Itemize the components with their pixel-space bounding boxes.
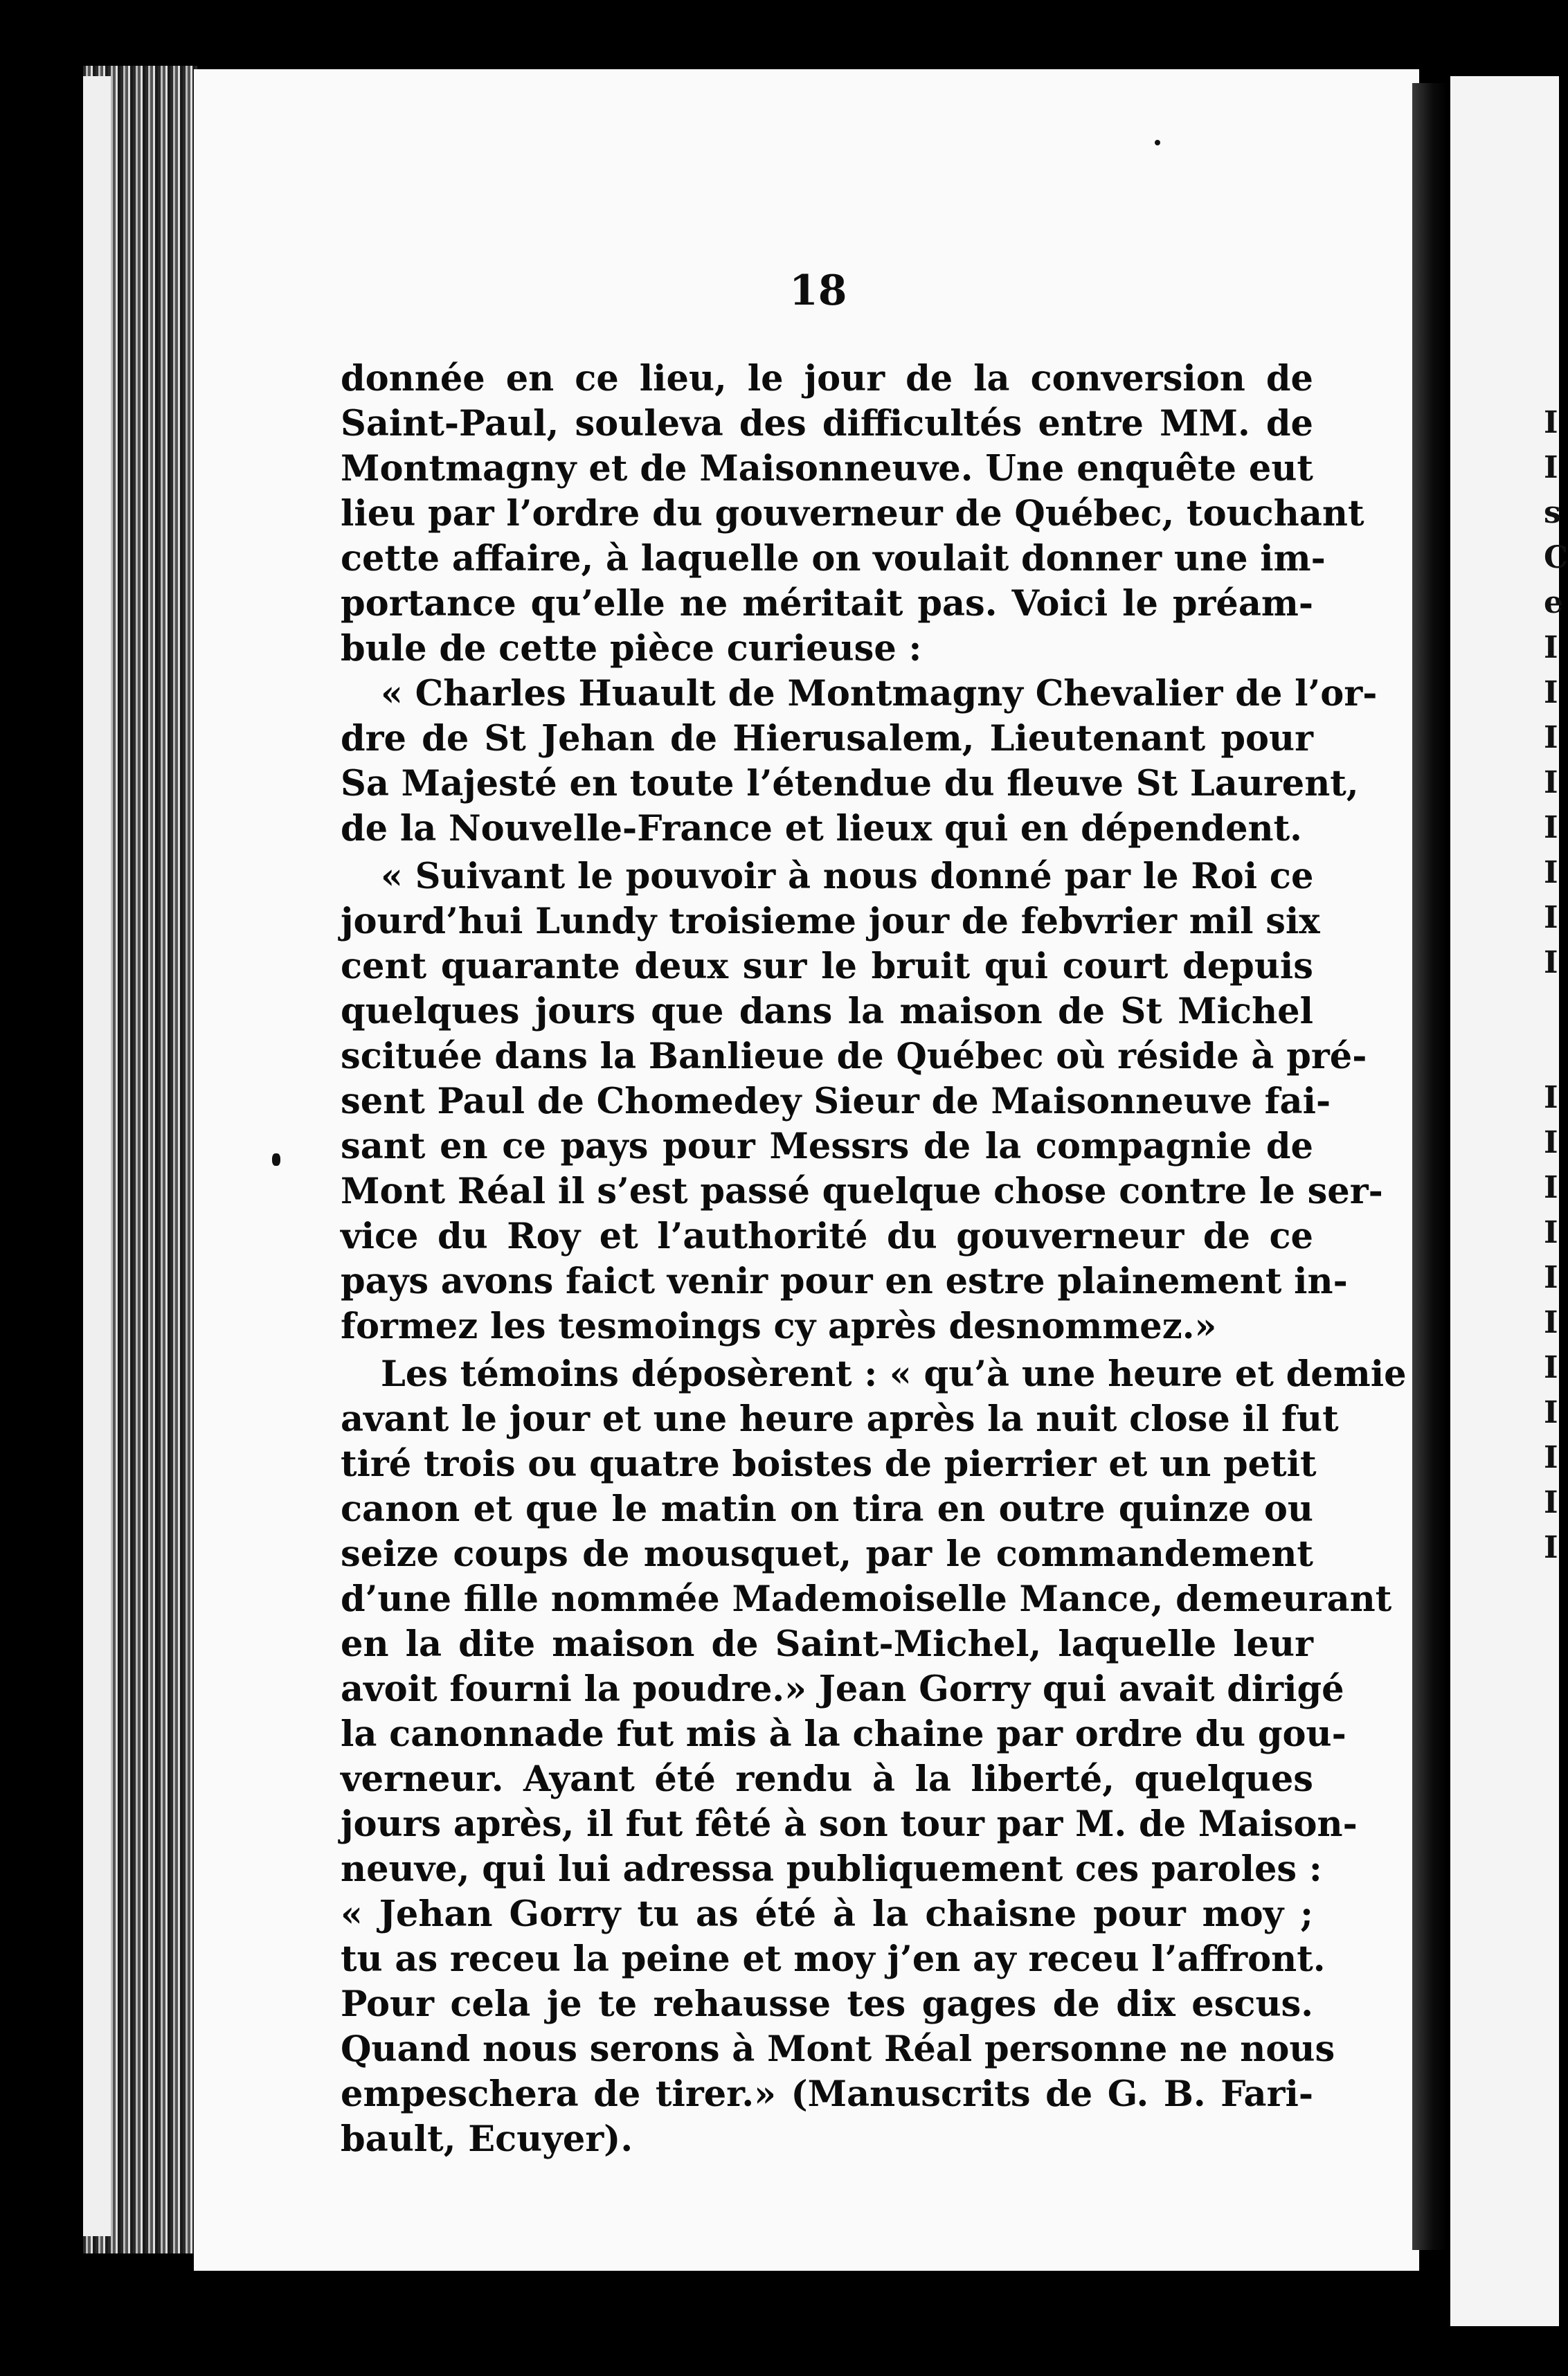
- text-line: tiré trois ou quatre boistes de pierrier et un petit: [341, 1443, 1317, 1485]
- text-line: pays avons faict venir pour en estre plainement in-: [341, 1261, 1348, 1302]
- text-line: scituée dans la Banlieue de Québec où réside à pré-: [341, 1036, 1367, 1077]
- facing-page-letter: I: [1544, 675, 1558, 710]
- facing-page-letter: I: [1544, 900, 1558, 935]
- facing-page-letter: I: [1544, 945, 1558, 980]
- text-line: « Charles Huault de Montmagny Chevalier de l’or-: [381, 673, 1378, 714]
- facing-page-letter: I: [1544, 1170, 1558, 1205]
- text-line: quelques jours que dans la maison de St Michel: [341, 991, 1313, 1032]
- text-line: Saint-Paul, souleva des difficultés entre MM. de: [341, 403, 1313, 444]
- facing-page-letter: I: [1544, 1350, 1558, 1385]
- facing-page-letter: I: [1544, 1125, 1558, 1160]
- text-line: lieu par l’ordre du gouverneur de Québec, touchant: [341, 493, 1364, 534]
- text-line: en la dite maison de Saint-Michel, laquelle leur: [341, 1623, 1313, 1665]
- facing-page-edge: [1450, 76, 1559, 2326]
- text-line: cette affaire, à laquelle on voulait donner une im-: [341, 538, 1326, 579]
- text-line: donnée en ce lieu, le jour de la conversion de: [341, 358, 1313, 399]
- facing-page-letter: I: [1544, 450, 1558, 485]
- text-line: la canonnade fut mis à la chaine par ordre du gou-: [341, 1713, 1346, 1755]
- text-line: avant le jour et une heure après la nuit close il fut: [341, 1398, 1339, 1440]
- text-line: avoit fourni la poudre.» Jean Gorry qui avait dirigé: [341, 1668, 1344, 1710]
- text-line: Sa Majesté en toute l’étendue du fleuve St Laurent,: [341, 763, 1359, 804]
- text-line: Les témoins déposèrent : « qu’à une heure et demie: [381, 1353, 1407, 1395]
- text-line: cent quarante deux sur le bruit qui court depuis: [341, 946, 1313, 987]
- text-line: seize coups de mousquet, par le commandement: [341, 1533, 1313, 1575]
- text-line: d’une fille nommée Mademoiselle Mance, demeurant: [341, 1578, 1392, 1620]
- facing-page-letter: I: [1544, 630, 1558, 665]
- facing-page-letter: I: [1544, 1485, 1558, 1520]
- facing-page-letter: I: [1544, 1260, 1558, 1295]
- text-line: bule de cette pièce curieuse :: [341, 628, 922, 669]
- facing-page-letter: e: [1544, 585, 1563, 620]
- text-line: formez les tesmoings cy après desnommez.»: [341, 1306, 1217, 1347]
- page-body-text: [341, 357, 1407, 2162]
- facing-page-letter: I: [1544, 405, 1558, 440]
- facing-page-letter: I: [1544, 720, 1558, 755]
- text-line: jours après, il fut fêté à son tour par M. de Maison-: [341, 1803, 1358, 1845]
- text-line: Mont Réal il s’est passé quelque chose contre le ser-: [341, 1171, 1383, 1212]
- text-line: jourd’hui Lundy troisieme jour de febvrier mil six: [341, 901, 1320, 942]
- text-line: vice du Roy et l’authorité du gouverneur de ce: [341, 1216, 1313, 1257]
- text-line: « Jehan Gorry tu as été à la chaisne pour moy ;: [341, 1893, 1313, 1935]
- text-line: neuve, qui lui adressa publiquement ces paroles :: [341, 1848, 1322, 1890]
- text-line: canon et que le matin on tira en outre quinze ou: [341, 1488, 1313, 1530]
- facing-page-letter: I: [1544, 1530, 1558, 1565]
- ink-speck: [1155, 140, 1160, 145]
- text-line: empeschera de tirer.» (Manuscrits de G. B. Fari-: [341, 2073, 1313, 2115]
- facing-page-letter: I: [1544, 1305, 1558, 1340]
- facing-page-letter: I: [1544, 810, 1558, 845]
- facing-page-letter: C: [1544, 540, 1568, 575]
- text-line: verneur. Ayant été rendu à la liberté, quelques: [341, 1758, 1313, 1800]
- text-line: bault, Ecuyer).: [341, 2118, 633, 2160]
- facing-page-letter: I: [1544, 1440, 1558, 1475]
- facing-page-letter: I: [1544, 765, 1558, 800]
- text-line: tu as receu la peine et moy j’en ay receu l’affront.: [341, 1938, 1326, 1980]
- text-line: « Suivant le pouvoir à nous donné par le Roi ce: [381, 856, 1314, 897]
- page-number: 18: [789, 267, 847, 315]
- facing-page-letter: s: [1544, 495, 1561, 530]
- text-line: portance qu’elle ne méritait pas. Voici le préam-: [341, 583, 1313, 624]
- facing-page-letter: I: [1544, 1395, 1558, 1430]
- facing-page-letter: I: [1544, 1080, 1558, 1115]
- facing-page-letter: I: [1544, 1215, 1558, 1250]
- facing-page-letter: I: [1544, 855, 1558, 890]
- text-line: de la Nouvelle-France et lieux qui en dépendent.: [341, 808, 1302, 849]
- text-line: Quand nous serons à Mont Réal personne ne nous: [341, 2028, 1335, 2070]
- text-line: Pour cela je te rehausse tes gages de dix escus.: [341, 1983, 1313, 2025]
- outer-page-edge: [83, 76, 111, 2236]
- text-line: dre de St Jehan de Hierusalem, Lieutenant pour: [341, 718, 1313, 759]
- text-line: Montmagny et de Maisonneuve. Une enquête eut: [341, 448, 1313, 489]
- page-fold-shadow: [1412, 83, 1447, 2250]
- text-line: sant en ce pays pour Messrs de la compagnie de: [341, 1126, 1313, 1167]
- text-line: sent Paul de Chomedey Sieur de Maisonneuve fai-: [341, 1081, 1331, 1122]
- ink-speck: [272, 1153, 280, 1166]
